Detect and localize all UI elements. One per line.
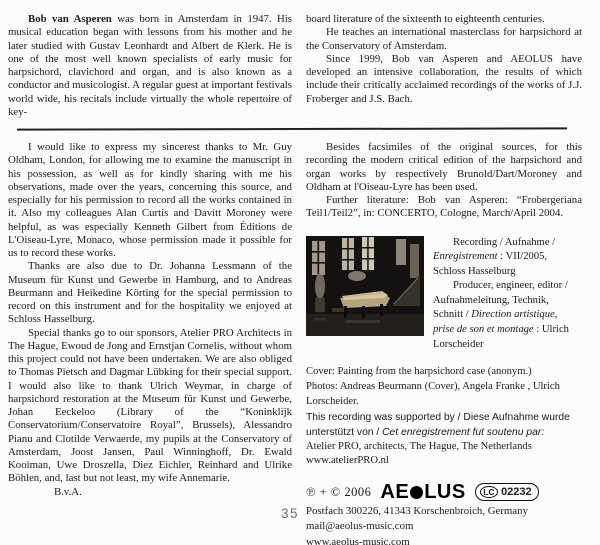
bio-text: was born in Amsterdam in 1947. His musical education began with lessons from his mother and he later studied with Gustav Leonhardt and Albert de Klerk. He is one of the most well known specialists of early music for harpsichord, clavichord and organ, and is also known as a conductor and musicologist. A regular guest at important festivals world wide, his recitals include virtually the whole repertoire of key- xyxy=(8,13,292,118)
label-address: Postfach 300226, 41343 Korschenbroich, Germany xyxy=(306,505,528,518)
label-email: mail@aeolus-music.com xyxy=(306,520,414,533)
label-row xyxy=(306,480,582,503)
support-text-fr: Cet enregistrement fut soutenu par: xyxy=(382,426,545,438)
producer-details xyxy=(433,279,581,352)
support-text: This recording was supported by / Diese Aufnahme wurde unterstützt von / xyxy=(306,411,570,438)
bio-continuation: board literature of the sixteenth to eighteenth centuries. xyxy=(306,13,545,25)
producer-label: Producer, engineer, editor / Aufnahmeleitung, Technik, Schnitt / xyxy=(433,280,568,321)
cover-credit: Cover: Painting from the harpsichord case (anonym.) xyxy=(306,366,532,378)
label-website: www.aeolus-music.com xyxy=(306,535,410,545)
thanks-paragraph-2: Thanks are also due to Dr. Johanna Lessmann of the Museum für Kunst und Gewerbe in Hamburg, and to Andreas Beurmann and Heikedine Körting for the special permission to record on this instrument and for the hospitality we enjoyed at Schloss Hasselburg. xyxy=(8,260,292,326)
recording-label: Recording / Aufnahme / xyxy=(453,236,556,248)
producer-label-fr: Direction artistique, prise de son et montage xyxy=(433,309,558,336)
recording-info xyxy=(433,236,581,353)
schloss-interior-photo xyxy=(306,236,424,336)
thanks-paragraph-1: I would like to express my sincerest thanks to Mr. Guy Oldham, London, for allowing me to examine the manuscript in his possession, as well as for kindly sharing with me his observations, made over the years, concerning this source, and especially for his permission to record all the works contained in it. Also my colleagues Alan Curtis and Davitt Moroney were helpful, as was especially Kenneth Gilbert from Éditions de L'Oiseau-Lyre, Monaco, whose permission made it possible for us to record these works. xyxy=(8,141,292,259)
aeolus-logo-ae: AE xyxy=(380,480,410,503)
credits-block xyxy=(306,365,582,469)
sponsor-line: Atelier PRO, architects, The Hague, The Netherlands xyxy=(306,440,532,452)
support-note xyxy=(306,410,582,440)
recording-details xyxy=(433,236,581,280)
literature-paragraph: Further literature: Bob van Asperen: “Frobergeriana Teil1/Teil2”, in: CONCERTO, Cologne, March/April 2004. xyxy=(306,194,582,220)
aeolus-logo-lus: LUS xyxy=(424,480,466,503)
author-initials: B.v.A. xyxy=(54,485,82,498)
left-column-bottom xyxy=(8,141,292,499)
aeolus-logo xyxy=(380,480,466,503)
sponsor-url: www.atelierPRO.nl xyxy=(306,455,389,467)
right-column-top xyxy=(306,13,582,106)
photo-credit: Photos: Andreas Beurmann (Cover), Angela Franke , Ulrich Lorscheider. xyxy=(306,381,560,407)
phonogram-copyright: ℗ + © 2006 xyxy=(306,484,372,499)
horizontal-rule xyxy=(17,127,567,130)
thanks-paragraph-3: Special thanks go to our sponsors, Atelier PRO Architects in The Hague, Ewoud de Jong and Ernstjan Cornelis, without whom this project could not have been undertaken. We are also obliged to Thomas Pietsch and Dagmar Lübking for their special support. I would also like to thank Ulrich Weymar, in charge of harpsichord restoration at the Museum für Kunst und Gewerbe, Johan Eeckeloo (Library of the “Koninklijk Conservatorium/Conservatoire Royal”, Brussels), Alessandro Pianu and Clotilde Verwaerde, my pupils at the Conservatory of Amsterdam, Joost Jansen, Paul Winninghoff, Dr. Ewald Kooiman, Uwe Droszella, Diez Eichler, Reinhard and Ulrike Böhlen, and, last but not least, my wife Annemarie. xyxy=(8,326,292,485)
bio-paragraph xyxy=(8,13,292,119)
collaboration-paragraph: Since 1999, Bob van Asperen and AEOLUS have developed an intensive collaboration, the results of which include their critically acclaimed recordings of the works of J.J. Froberger and J.S. Bach. xyxy=(306,52,582,105)
lc-label: LC xyxy=(480,486,498,498)
right-column-bottom xyxy=(306,141,582,545)
page-number: 35 xyxy=(281,506,300,521)
lc-code-badge xyxy=(475,483,539,501)
aeolus-logo-dot-icon xyxy=(410,486,423,499)
bio-name-bold: Bob van Asperen xyxy=(28,13,112,25)
recording-label-fr: Enregistrement xyxy=(433,251,498,263)
teaching-paragraph: He teaches an international masterclass for harpsichord at the Conservatory of Amsterdam. xyxy=(306,26,582,52)
producer-name: : Ulrich Lorscheider xyxy=(433,324,569,350)
photo-and-credits-row xyxy=(306,236,582,353)
left-column-top xyxy=(8,13,292,119)
recording-date-place: : VII/2005, Schloss Hasselburg xyxy=(433,251,548,277)
label-address-block xyxy=(306,504,582,545)
sources-paragraph: Besides facsimiles of the original sources, for this recording the modern critical edition of the harpsichord and organ works by respectively Brunold/Dart/Moroney and Oldham at l'Oiseau-Lyre has been used. xyxy=(306,141,582,193)
lc-number: 02232 xyxy=(501,485,532,498)
